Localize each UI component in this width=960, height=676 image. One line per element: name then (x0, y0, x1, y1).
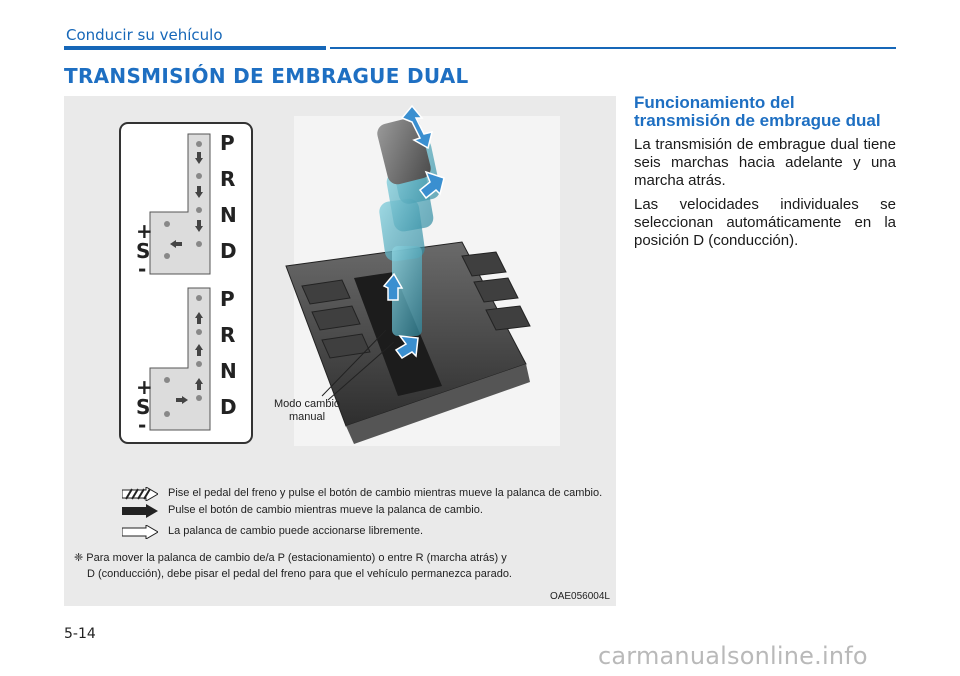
note-text-2: D (conducción), debe pisar el pedal del freno para que el vehículo permanezca parado. (87, 568, 512, 580)
section-subheading (634, 94, 896, 130)
legend-text-solid: Pulse el botón de cambio mientras mueve la palanca de cambio. (168, 504, 483, 516)
body-column (634, 94, 896, 256)
manual-mode-callout (272, 398, 342, 424)
console-illustration (286, 106, 560, 446)
page-title: TRANSMISIÓN DE EMBRAGUE DUAL (64, 64, 469, 88)
header-rule-thin (330, 47, 896, 49)
section-header: Conducir su vehículo (66, 26, 223, 44)
paragraph-selection: Las velocidades individuales se seleccionan automáticamente en la posición D (conducción). (634, 196, 896, 249)
gate-top-s: S (136, 239, 151, 263)
gate-top-letter-n: N (220, 203, 237, 227)
gate-bottom-letter-p: P (220, 287, 235, 311)
callout-line-1: Modo cambio (273, 398, 341, 410)
note-symbol: ❈ (74, 552, 84, 564)
gate-top-plus: + (136, 219, 153, 243)
solid-arrow-icon (122, 504, 158, 518)
watermark: carmanualsonline.info (598, 642, 868, 670)
callout-line-2: manual (288, 411, 326, 423)
subheading-line-1: Funcionamiento del (634, 93, 795, 112)
outline-arrow-icon (122, 525, 158, 539)
gate-top-minus: - (138, 257, 147, 281)
note-text-1: Para mover la palanca de cambio de/a P (estacionamiento) o entre R (marcha atrás) y (86, 552, 507, 564)
gate-bottom-letter-d: D (220, 395, 237, 419)
gate-bottom-letter-r: R (220, 323, 236, 347)
gate-top-letter-r: R (220, 167, 236, 191)
legend-text-hatched: Pise el pedal del freno y pulse el botón de cambio mientras mueve la palanca de cambio. (168, 487, 603, 499)
gate-bottom-letter-n: N (220, 359, 237, 383)
figure-code: OAE056004L (549, 591, 610, 602)
paragraph-gears: La transmisión de embrague dual tiene seis marchas hacia adelante y una marcha atrás. (634, 136, 896, 189)
header-rule-thick (64, 46, 326, 50)
gate-bottom-minus: - (138, 413, 147, 437)
gate-top-letter-d: D (220, 239, 237, 263)
gate-bottom-plus: + (136, 375, 153, 399)
hatched-arrow-icon (122, 487, 158, 501)
page-number: 5-14 (64, 626, 96, 642)
shift-gate-diagram (120, 123, 252, 443)
legend-text-outline: La palanca de cambio puede accionarse libremente. (168, 525, 423, 537)
subheading-line-2: transmisión de embrague dual (634, 111, 881, 130)
figure-panel (64, 96, 616, 606)
gate-bottom-s: S (136, 395, 151, 419)
gate-top-letter-p: P (220, 131, 235, 155)
note-line-1 (74, 551, 507, 564)
